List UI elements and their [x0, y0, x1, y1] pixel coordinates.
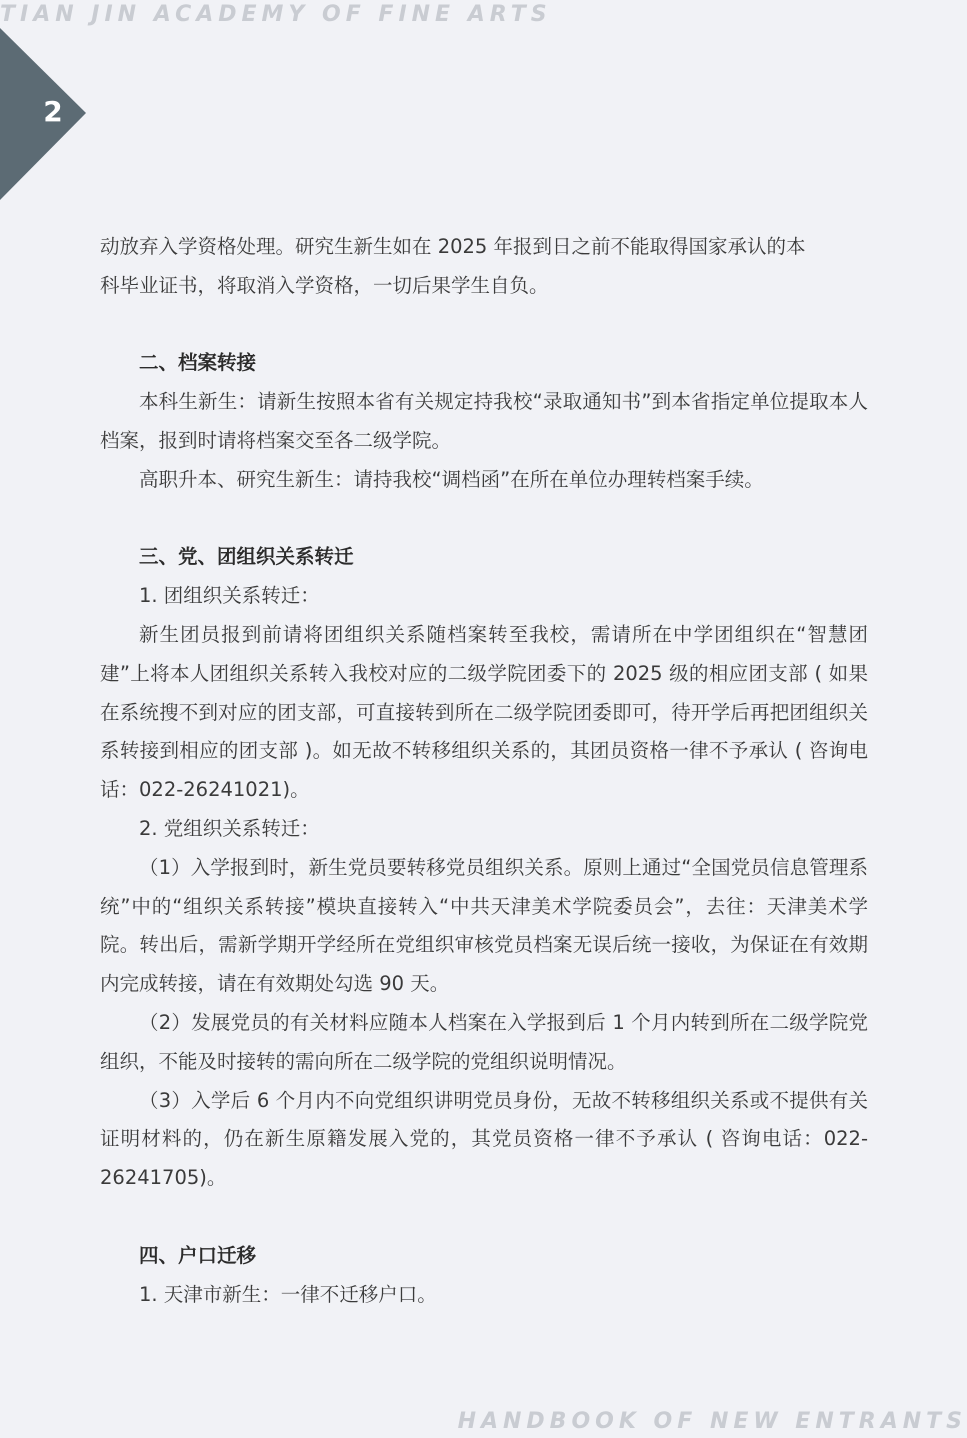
paragraph: （2）发展党员的有关材料应随本人档案在入学报到后 1 个月内转到所在二级学院党组织，不能及时接转的需向所在二级学院的党组织说明情况。 [100, 1010, 868, 1073]
footer-banner: HANDBOOK OF NEW ENTRANTS [457, 1409, 967, 1434]
page-number: 2 [43, 95, 63, 128]
intro-line-2: 科毕业证书，将取消入学资格，一切后果学生自负。 [100, 273, 549, 297]
section-heading-party: 三、党、团组织关系转迁 [139, 545, 354, 569]
paragraph: 1. 天津市新生：一律不迁移户口。 [139, 1282, 437, 1306]
paragraph: （3）入学后 6 个月内不向党组织讲明党员身份，无故不转移组织关系或不提供有关证明材料的，仍在新生原籍发展入党的，其党员资格一律不予承认 ( 咨询电话：022-26241705)。 [100, 1088, 868, 1190]
paragraph: 本科生新生：请新生按照本省有关规定持我校“录取通知书”到本省指定单位提取本人档案，报到时请将档案交至各二级学院。 [100, 390, 868, 452]
header-banner: TIAN JIN ACADEMY OF FINE ARTS [0, 2, 552, 27]
document-body [100, 228, 868, 1314]
paragraph: 新生团员报到前请将团组织关系随档案转至我校，需请所在中学团组织在“智慧团建”上将本人团组织关系转入我校对应的二级学院团委下的 2025 级的相应团支部 ( 如果在系统搜不到对应的团支部，可直接转到所在二级学院团委即可，待开学后再把团组织关系转接到相应的团支部 )。如无故不转移组织关系的，其团员资格一律不予承认 ( 咨询电话：022-26241021)。 [100, 622, 868, 802]
paragraph: （1）入学报到时，新生党员要转移党员组织关系。原则上通过“全国党员信息管理系统”中的“组织关系转接”模块直接转入“中共天津美术学院委员会”，去往：天津美术学院。转出后，需新学期开学经所在党组织审核党员档案无误后统一接收，为保证在有效期内完成转接，请在有效期处勾选 90 天。 [100, 855, 868, 996]
section-heading-archive: 二、档案转接 [139, 351, 257, 375]
intro-line-1: 动放弃入学资格处理。研究生新生如在 2025 年报到日之前不能取得国家承认的本 [100, 235, 806, 258]
paragraph: 高职升本、研究生新生：请持我校“调档函”在所在单位办理转档案手续。 [139, 467, 764, 491]
subheading: 1. 团组织关系转迁： [139, 584, 320, 608]
section-heading-residence: 四、户口迁移 [139, 1243, 257, 1267]
subheading: 2. 党组织关系转迁： [139, 816, 320, 840]
